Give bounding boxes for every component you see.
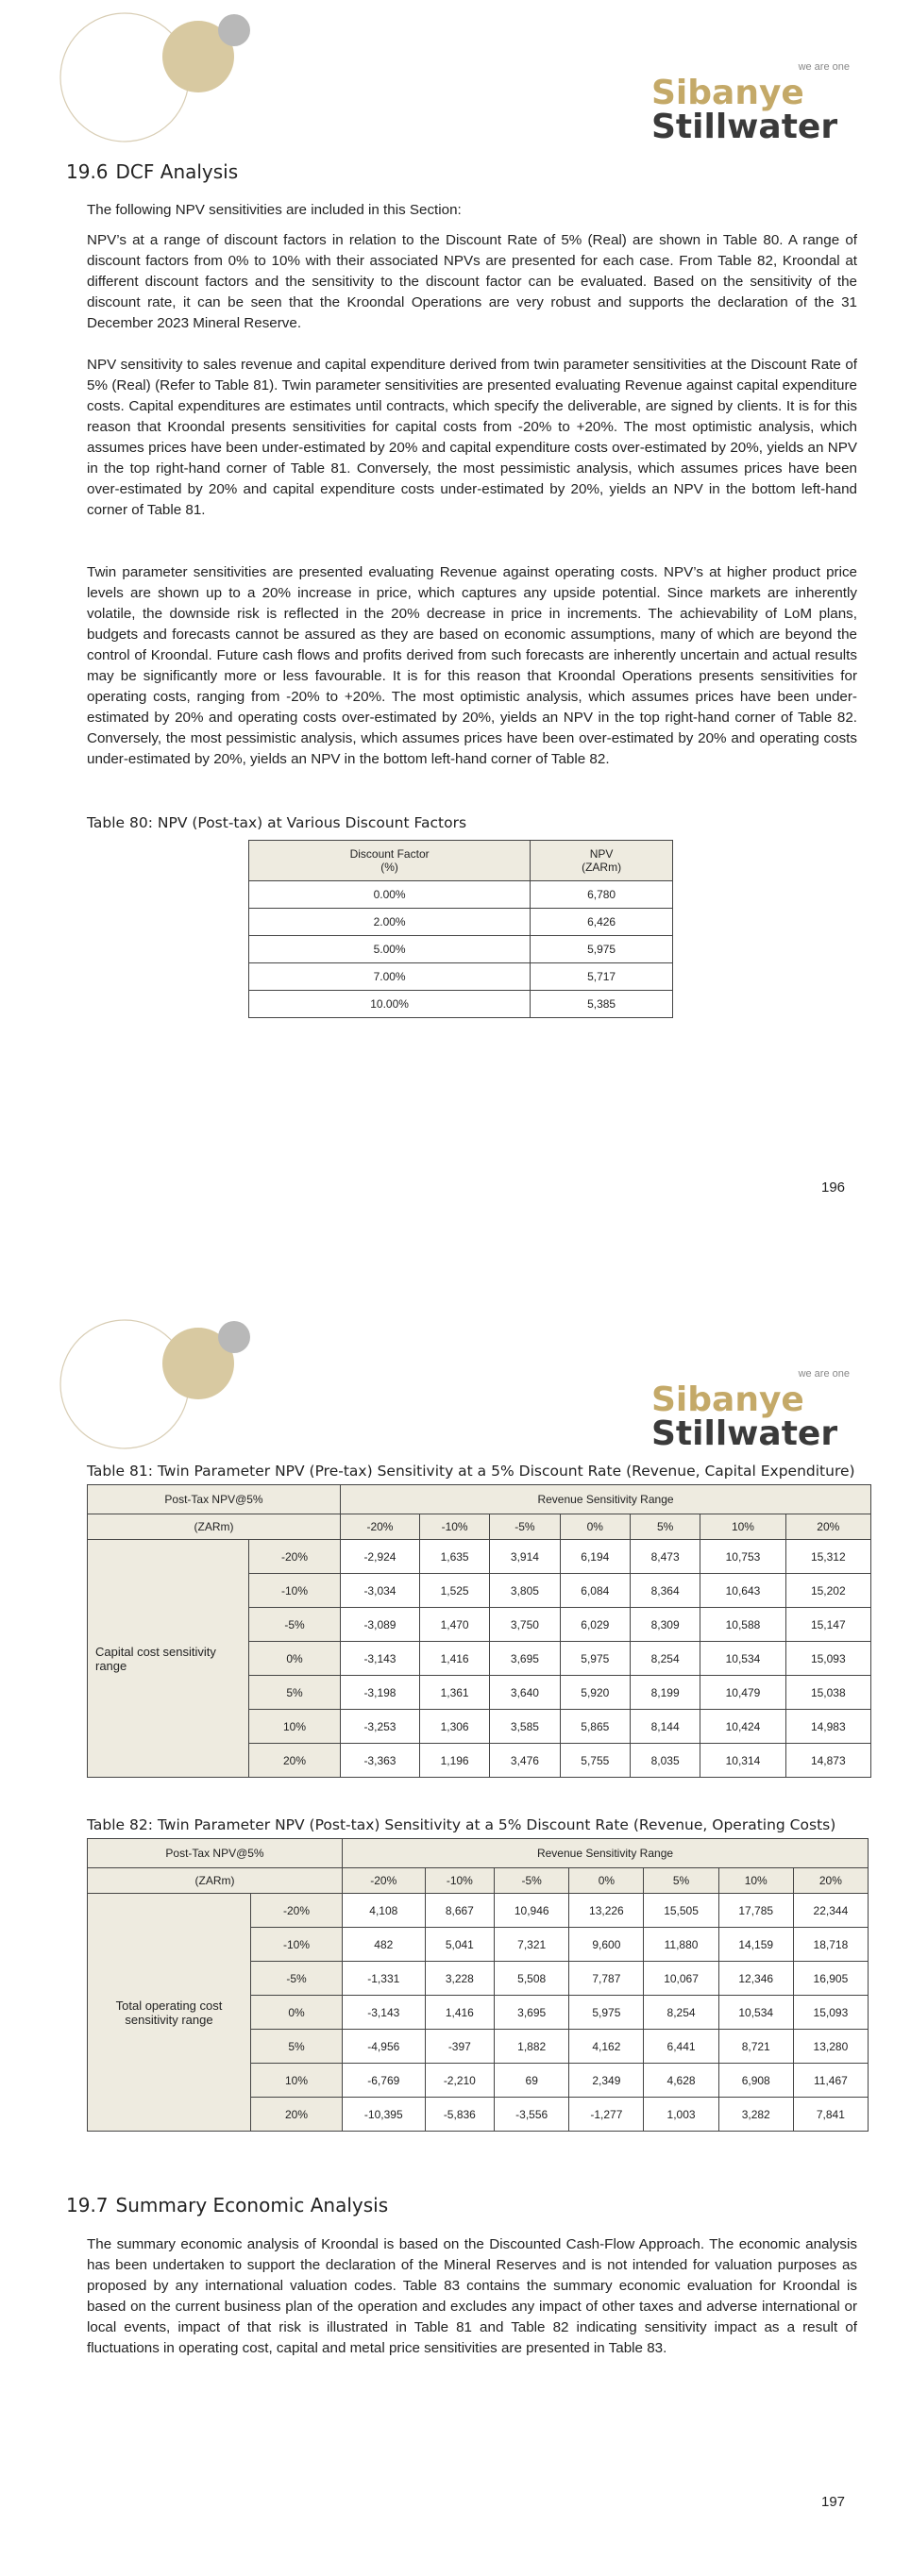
- npv-value-cell: 15,312: [785, 1540, 870, 1574]
- npv-value-cell: 3,914: [490, 1540, 560, 1574]
- npv-value-cell: 8,473: [630, 1540, 700, 1574]
- npv-value-cell: 22,344: [793, 1894, 868, 1928]
- revenue-col-header: -20%: [343, 1868, 426, 1894]
- row-sensitivity-label: -10%: [251, 1928, 343, 1962]
- summary-paragraph: The summary economic analysis of Kroondal is based on the Discounted Cash-Flow Approach. The economic analysis has been undertaken to support the declaration of the Mineral Reserves and is not intended for valuation purposes as proposed by any international valuation codes. Table 83 contains the summary economic evaluation for Kroondal is based on the current business plan of the operation and excludes any impact of other taxes and adverse international or local events, impact of that risk is illustrated in Table 81 and Table 82 indicating sensitivity impact as a result of fluctuations in operating cost, capital and metal price sensitivities are presented in Table 83.: [87, 2236, 857, 2356]
- revenue-range-header: Revenue Sensitivity Range: [343, 1839, 869, 1868]
- logo-line2: Stillwater: [651, 1414, 838, 1448]
- npv-value-cell: 3,476: [490, 1744, 560, 1778]
- row-sensitivity-label: -20%: [251, 1894, 343, 1928]
- npv-value-cell: 1,882: [495, 2030, 569, 2064]
- revenue-col-header: 5%: [644, 1868, 718, 1894]
- npv-value-cell: 4,162: [569, 2030, 644, 2064]
- npv-value-cell: 6,029: [560, 1608, 630, 1642]
- npv-value-cell: 1,635: [419, 1540, 489, 1574]
- npv-value-cell: 18,718: [793, 1928, 868, 1962]
- npv-value-cell: 1,416: [419, 1642, 489, 1676]
- npv-value-cell: -3,363: [341, 1744, 420, 1778]
- npv-value-cell: 1,196: [419, 1744, 489, 1778]
- npv-value-cell: -3,556: [495, 2098, 569, 2132]
- npv-value-cell: 3,695: [490, 1642, 560, 1676]
- npv-value-cell: -3,089: [341, 1608, 420, 1642]
- table82-caption: Table 82: Twin Parameter NPV (Post-tax) Sensitivity at a 5% Discount Rate (Revenue, Operating Costs): [87, 1816, 836, 1833]
- row-sensitivity-label: 0%: [251, 1996, 343, 2030]
- npv-value-cell: 6,908: [718, 2064, 793, 2098]
- table-row: [249, 963, 673, 991]
- npv-value-cell: -3,253: [341, 1710, 420, 1744]
- npv-value-cell: 3,695: [495, 1996, 569, 2030]
- page-number: 196: [821, 1179, 846, 1196]
- npv-value-cell: 5,865: [560, 1710, 630, 1744]
- npv-value-cell: 3,750: [490, 1608, 560, 1642]
- revenue-col-header: -10%: [419, 1514, 489, 1540]
- npv-value-cell: 8,254: [630, 1642, 700, 1676]
- page-197: [0, 1307, 911, 2576]
- revenue-col-header: 5%: [630, 1514, 700, 1540]
- npv-cell: 5,975: [531, 936, 673, 963]
- npv-value-cell: -397: [425, 2030, 495, 2064]
- npv-value-cell: 10,479: [700, 1676, 785, 1710]
- npv-value-cell: 482: [343, 1928, 426, 1962]
- revenue-col-header: 20%: [785, 1514, 870, 1540]
- npv-value-cell: 6,084: [560, 1574, 630, 1608]
- npv-value-cell: 1,416: [425, 1996, 495, 2030]
- npv-value-cell: 13,280: [793, 2030, 868, 2064]
- logo-line2: Stillwater: [651, 108, 838, 142]
- npv-value-cell: 8,721: [718, 2030, 793, 2064]
- row-sensitivity-label: 20%: [249, 1744, 341, 1778]
- npv-value-cell: 13,226: [569, 1894, 644, 1928]
- npv-value-cell: 1,306: [419, 1710, 489, 1744]
- logo-line1: Sibanye: [651, 1380, 804, 1419]
- npv-value-cell: -10,395: [343, 2098, 426, 2132]
- npv-value-cell: 2,349: [569, 2064, 644, 2098]
- npv-value-cell: 1,003: [644, 2098, 718, 2132]
- discount-factor-cell: 10.00%: [249, 991, 531, 1018]
- table80-caption: Table 80: NPV (Post-tax) at Various Discount Factors: [87, 814, 467, 831]
- npv-value-cell: 8,309: [630, 1608, 700, 1642]
- npv-value-cell: 5,755: [560, 1744, 630, 1778]
- npv-value-cell: 3,585: [490, 1710, 560, 1744]
- company-logo: [651, 57, 859, 142]
- npv-value-cell: 10,643: [700, 1574, 785, 1608]
- npv-value-cell: 12,346: [718, 1962, 793, 1996]
- page-number: 197: [821, 2494, 846, 2510]
- unit-header: (ZARm): [88, 1514, 341, 1540]
- logo-tagline: we are one: [798, 1368, 850, 1380]
- npv-value-cell: 3,640: [490, 1676, 560, 1710]
- revenue-range-header: Revenue Sensitivity Range: [341, 1485, 871, 1514]
- paragraph-1: NPV’s at a range of discount factors in relation to the Discount Rate of 5% (Real) are shown in Table 80. A range of discount factors from 0% to 10% with their associated NPVs are presented for each case. From Table 82, Kroondal at different discount factors and the sensitivity to the discount factor can be evaluated. Based on the sensitivity of the discount rate, it can be seen that the Kroondal Operations are very robust and supports the declaration of the 31 December 2023 Mineral Reserve.: [87, 232, 857, 331]
- npv-value-cell: 11,467: [793, 2064, 868, 2098]
- row-sensitivity-label: 10%: [249, 1710, 341, 1744]
- npv-value-cell: -2,210: [425, 2064, 495, 2098]
- npv-value-cell: 7,787: [569, 1962, 644, 1996]
- npv-value-cell: 14,873: [785, 1744, 870, 1778]
- page-196: [0, 0, 911, 1260]
- npv-value-cell: -6,769: [343, 2064, 426, 2098]
- decorative-circles: [57, 1316, 264, 1458]
- npv-value-cell: 69: [495, 2064, 569, 2098]
- unit-header: (ZARm): [88, 1868, 343, 1894]
- npv-value-cell: 1,361: [419, 1676, 489, 1710]
- npv-cell: 6,780: [531, 881, 673, 909]
- npv-value-cell: 1,525: [419, 1574, 489, 1608]
- npv-value-cell: 5,975: [569, 1996, 644, 2030]
- row-sensitivity-label: 0%: [249, 1642, 341, 1676]
- npv-value-cell: 6,441: [644, 2030, 718, 2064]
- table-row: [249, 936, 673, 963]
- paragraph-2: NPV sensitivity to sales revenue and capital expenditure derived from twin parameter sensitivities at the Discount Rate of 5% (Real) (Refer to Table 81). Twin parameter sensitivities are presented evaluating Revenue against capital expenditure costs. Capital expenditures are estimates until contracts, which specify the deliverable, are signed by clients. It is for this reason that Kroondal presents sensitivities for capital costs from -20% to +20%. The most optimistic analysis, which assumes prices have been under-estimated by 20% and capital expenditure costs over-estimated by 20%, yields an NPV in the top right-hand corner of Table 81. Conversely, the most pessimistic analysis, which assumes prices have been over-estimated by 20% and capital expenditure costs under-estimated by 20%, yields an NPV in the bottom left-hand corner of Table 81.: [87, 357, 857, 518]
- npv-value-cell: 10,314: [700, 1744, 785, 1778]
- table80-header-discount: Discount Factor (%): [249, 841, 531, 881]
- npv-value-cell: 15,093: [785, 1642, 870, 1676]
- npv-value-cell: 7,321: [495, 1928, 569, 1962]
- table80-header-npv: NPV (ZARm): [531, 841, 673, 881]
- npv-value-cell: 15,202: [785, 1574, 870, 1608]
- npv-value-cell: -2,924: [341, 1540, 420, 1574]
- table-row: [88, 1894, 869, 1928]
- npv-value-cell: -5,836: [425, 2098, 495, 2132]
- table-81: [87, 1484, 871, 1778]
- npv-value-cell: 15,505: [644, 1894, 718, 1928]
- decorative-circles: [57, 9, 264, 151]
- npv-cell: 5,385: [531, 991, 673, 1018]
- section-heading: 19.6 DCF Analysis: [66, 160, 239, 183]
- npv-value-cell: 10,424: [700, 1710, 785, 1744]
- npv-value-cell: -4,956: [343, 2030, 426, 2064]
- npv-cell: 5,717: [531, 963, 673, 991]
- table-corner-header: Post-Tax NPV@5%: [88, 1485, 341, 1514]
- npv-value-cell: 7,841: [793, 2098, 868, 2132]
- npv-value-cell: 3,228: [425, 1962, 495, 1996]
- row-group-label: Total operating cost sensitivity range: [88, 1894, 251, 2132]
- row-sensitivity-label: 5%: [249, 1676, 341, 1710]
- revenue-col-header: 10%: [718, 1868, 793, 1894]
- npv-value-cell: 10,946: [495, 1894, 569, 1928]
- discount-factor-cell: 2.00%: [249, 909, 531, 936]
- npv-value-cell: -1,331: [343, 1962, 426, 1996]
- npv-value-cell: 16,905: [793, 1962, 868, 1996]
- table-82: [87, 1838, 869, 2132]
- npv-value-cell: 10,753: [700, 1540, 785, 1574]
- discount-factor-cell: 0.00%: [249, 881, 531, 909]
- npv-value-cell: 14,983: [785, 1710, 870, 1744]
- logo-line1: Sibanye: [651, 74, 804, 112]
- table-row: [88, 1540, 871, 1574]
- row-sensitivity-label: -5%: [249, 1608, 341, 1642]
- npv-value-cell: 10,067: [644, 1962, 718, 1996]
- revenue-col-header: -10%: [425, 1868, 495, 1894]
- table81-caption: Table 81: Twin Parameter NPV (Pre-tax) Sensitivity at a 5% Discount Rate (Revenue, Capital Expenditure): [87, 1463, 855, 1480]
- revenue-col-header: 0%: [569, 1868, 644, 1894]
- npv-value-cell: 8,254: [644, 1996, 718, 2030]
- revenue-col-header: 20%: [793, 1868, 868, 1894]
- npv-value-cell: 5,975: [560, 1642, 630, 1676]
- company-logo: [651, 1363, 859, 1448]
- npv-value-cell: 4,108: [343, 1894, 426, 1928]
- paragraph-3: Twin parameter sensitivities are presented evaluating Revenue against operating costs. NPV’s at higher product price levels are shown up to a 20% increase in price, which captures any upside potential. Since markets are inherently volatile, the downside risk is reflected in the 20% decrease in price in increments. The achievability of LoM plans, budgets and forecasts cannot be assured as they are based on economic assumptions, many of which are beyond the control of Kroondal. Future cash flows and profits derived from such forecasts are inherently uncertain and actual results may be significantly more or less favourable. It is for this reason that Kroondal Operations presents sensitivities for operating costs, ranging from -20% to +20%. The most optimistic analysis, which assumes prices have been under-estimated by 20% and operating costs over-estimated by 20%, yields an NPV in the top right-hand corner of Table 82. Conversely, the most pessimistic analysis, which assumes prices have been over-estimated by 20% and operating costs under-estimated by 20%, yields an NPV in the bottom left-hand corner of Table 82.: [87, 564, 857, 767]
- npv-value-cell: 3,282: [718, 2098, 793, 2132]
- npv-value-cell: -3,198: [341, 1676, 420, 1710]
- row-sensitivity-label: 10%: [251, 2064, 343, 2098]
- npv-cell: 6,426: [531, 909, 673, 936]
- revenue-col-header: -5%: [495, 1868, 569, 1894]
- npv-value-cell: 10,588: [700, 1608, 785, 1642]
- npv-value-cell: -3,143: [341, 1642, 420, 1676]
- section-heading: 19.7 Summary Economic Analysis: [66, 2194, 389, 2216]
- npv-value-cell: 15,038: [785, 1676, 870, 1710]
- npv-value-cell: 17,785: [718, 1894, 793, 1928]
- row-group-label: Capital cost sensitivity range: [88, 1540, 249, 1778]
- npv-value-cell: 10,534: [700, 1642, 785, 1676]
- page-gap: [0, 1260, 911, 1307]
- npv-value-cell: 9,600: [569, 1928, 644, 1962]
- npv-value-cell: 8,035: [630, 1744, 700, 1778]
- npv-value-cell: 8,144: [630, 1710, 700, 1744]
- table-row: [249, 881, 673, 909]
- table-corner-header: Post-Tax NPV@5%: [88, 1839, 343, 1868]
- row-sensitivity-label: -5%: [251, 1962, 343, 1996]
- npv-value-cell: 6,194: [560, 1540, 630, 1574]
- table-row: [249, 991, 673, 1018]
- discount-factor-cell: 7.00%: [249, 963, 531, 991]
- npv-value-cell: 5,508: [495, 1962, 569, 1996]
- table-80: [248, 840, 673, 1018]
- npv-value-cell: -3,143: [343, 1996, 426, 2030]
- intro-paragraph: The following NPV sensitivities are included in this Section:: [87, 202, 462, 218]
- table-row: [249, 909, 673, 936]
- npv-value-cell: 1,470: [419, 1608, 489, 1642]
- revenue-col-header: -5%: [490, 1514, 560, 1540]
- npv-value-cell: -3,034: [341, 1574, 420, 1608]
- row-sensitivity-label: 5%: [251, 2030, 343, 2064]
- row-sensitivity-label: 20%: [251, 2098, 343, 2132]
- npv-value-cell: 15,093: [793, 1996, 868, 2030]
- npv-value-cell: 15,147: [785, 1608, 870, 1642]
- revenue-col-header: 0%: [560, 1514, 630, 1540]
- npv-value-cell: 5,041: [425, 1928, 495, 1962]
- npv-value-cell: 14,159: [718, 1928, 793, 1962]
- npv-value-cell: 8,199: [630, 1676, 700, 1710]
- npv-value-cell: 10,534: [718, 1996, 793, 2030]
- npv-value-cell: 8,364: [630, 1574, 700, 1608]
- row-sensitivity-label: -10%: [249, 1574, 341, 1608]
- revenue-col-header: -20%: [341, 1514, 420, 1540]
- row-sensitivity-label: -20%: [249, 1540, 341, 1574]
- npv-value-cell: 11,880: [644, 1928, 718, 1962]
- npv-value-cell: 4,628: [644, 2064, 718, 2098]
- npv-value-cell: -1,277: [569, 2098, 644, 2132]
- npv-value-cell: 3,805: [490, 1574, 560, 1608]
- logo-tagline: we are one: [798, 61, 850, 73]
- discount-factor-cell: 5.00%: [249, 936, 531, 963]
- npv-value-cell: 5,920: [560, 1676, 630, 1710]
- revenue-col-header: 10%: [700, 1514, 785, 1540]
- npv-value-cell: 8,667: [425, 1894, 495, 1928]
